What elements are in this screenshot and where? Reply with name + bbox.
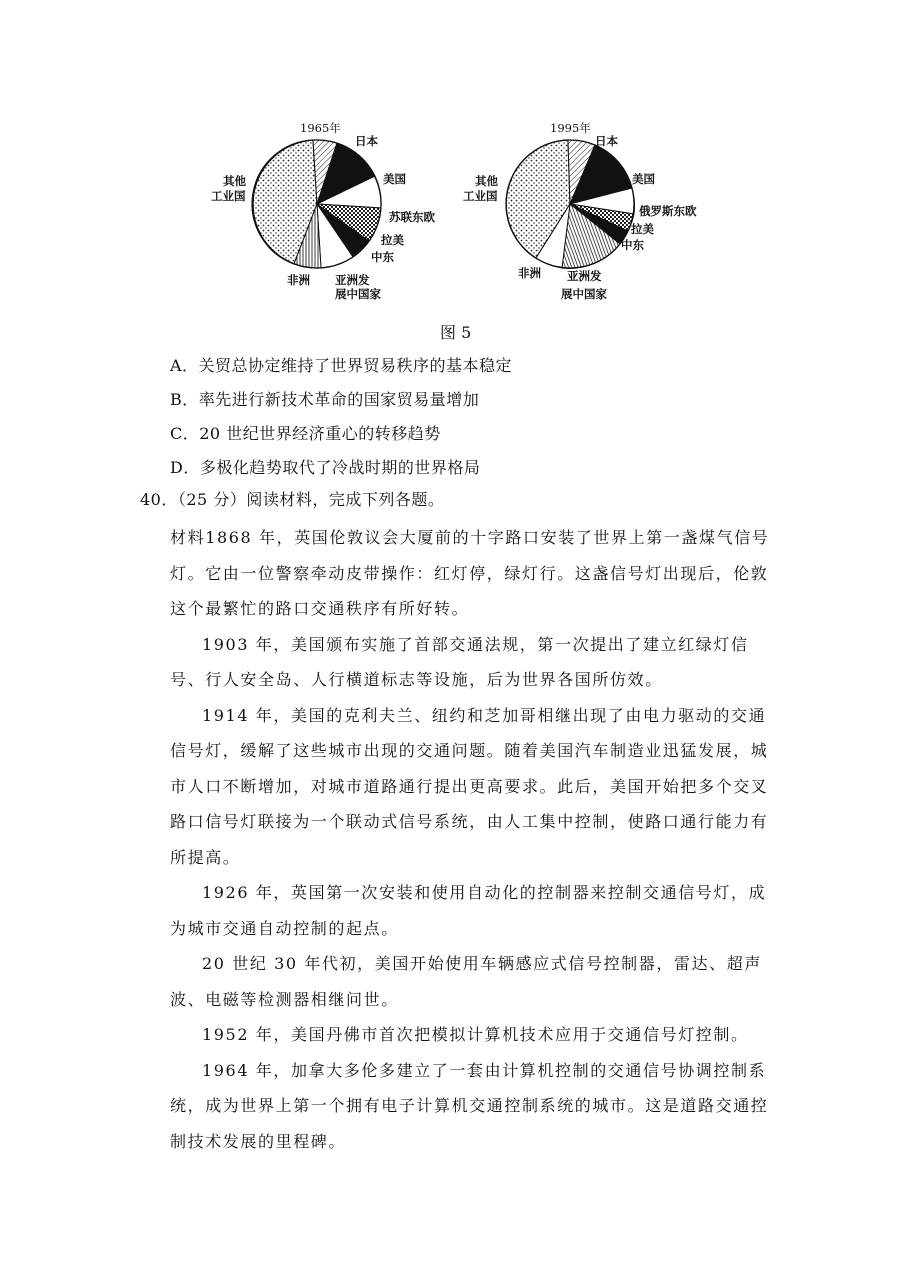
figure-caption: 图 5 [440,323,472,342]
label-africa-1965: 非洲 [287,273,310,287]
label-latam-1965: 拉美 [381,233,404,247]
question-number: 40． [140,490,178,509]
label-region-1965: 苏联东欧 [389,210,435,224]
label-asia-1965-l2: 展中国家 [335,287,381,301]
question-text: （25 分）阅读材料，完成下列各题。 [177,490,445,509]
label-mideast-1965: 中东 [371,250,394,264]
material-paragraph: 1903 年，美国颁布实施了首部交通法规，第一次提出了建立红绿灯信号、行人安全岛、人行横道标志等设施，后为世界各国所仿效。 [170,634,749,689]
label-other-1995-l1: 其他 [475,174,498,188]
material-paragraph: 1952 年，美国丹佛市首次把模拟计算机技术应用于交通信号灯控制。 [202,1025,749,1044]
material-paragraph: 材料1868 年，英国伦敦议会大厦前的十字路口安装了世界上第一盏煤气信号灯。它由一位警察牵动皮带操作：红灯停，绿灯行。这盏信号灯出现后，伦敦这个最繁忙的路口交通秩序有所好转。 [170,528,770,618]
material-paragraph: 1926 年，英国第一次安装和使用自动化的控制器来控制交通信号灯，成为城市交通自动控制的起点。 [170,883,767,938]
option-d: D．多极化趋势取代了冷战时期的世界格局 [170,458,481,477]
label-asia-1995-l2: 展中国家 [561,287,607,301]
material-passage [170,520,780,1159]
label-asia-1965-l1: 亚洲发 [335,273,370,287]
material-paragraph: 1914 年，美国的克利夫兰、纽约和芝加哥相继出现了由电力驱动的交通信号灯，缓解了这些城市出现的交通问题。随着美国汽车制造业迅猛发展，城市人口不断增加，对城市道路通行提出更高要求。此后，美国开始把多个交叉路口信号灯联接为一个联动式信号系统，由人工集中控制，使路口通行能力有所提高。 [170,705,769,867]
label-other-1965-l1: 其他 [223,174,246,188]
material-paragraph: 1964 年，加拿大多伦多建立了一套由计算机控制的交通信号协调控制系统，成为世界上第一个拥有电子计算机交通控制系统的城市。这是道路交通控制技术发展的里程碑。 [170,1060,769,1151]
label-other-1995-l2: 工业国 [463,189,498,203]
label-latam-1995: 拉美 [631,222,654,236]
label-mideast-1995: 中东 [621,238,644,252]
label-usa-1965: 美国 [383,172,406,186]
material-label: 材料 [170,528,206,547]
option-c: C．20 世纪世界经济重心的转移趋势 [170,424,441,443]
pie-1965 [252,140,381,268]
question-heading [140,487,444,510]
label-africa-1995: 非洲 [518,266,541,280]
label-japan-1995: 日本 [595,134,618,148]
label-usa-1995: 美国 [632,172,655,186]
year-label-1965: 1965年 [300,121,341,135]
label-other-1965-l2: 工业国 [211,189,246,203]
label-japan-1965: 日本 [355,134,378,148]
year-label-1995: 1995年 [550,121,591,135]
material-paragraph: 20 世纪 30 年代初，美国开始使用车辆感应式信号控制器，雷达、超声波、电磁等检测器相继问世。 [170,954,762,1009]
pie-charts-figure [195,112,715,312]
option-b: B．率先进行新技术革命的国家贸易量增加 [170,390,480,409]
pie-1995 [506,140,635,268]
label-region-1995: 俄罗斯东欧 [639,204,697,218]
label-asia-1995-l1: 亚洲发 [567,269,602,283]
pie-charts-svg [195,112,715,312]
option-a: A．关贸总协定维持了世界贸易秩序的基本稳定 [170,356,513,375]
